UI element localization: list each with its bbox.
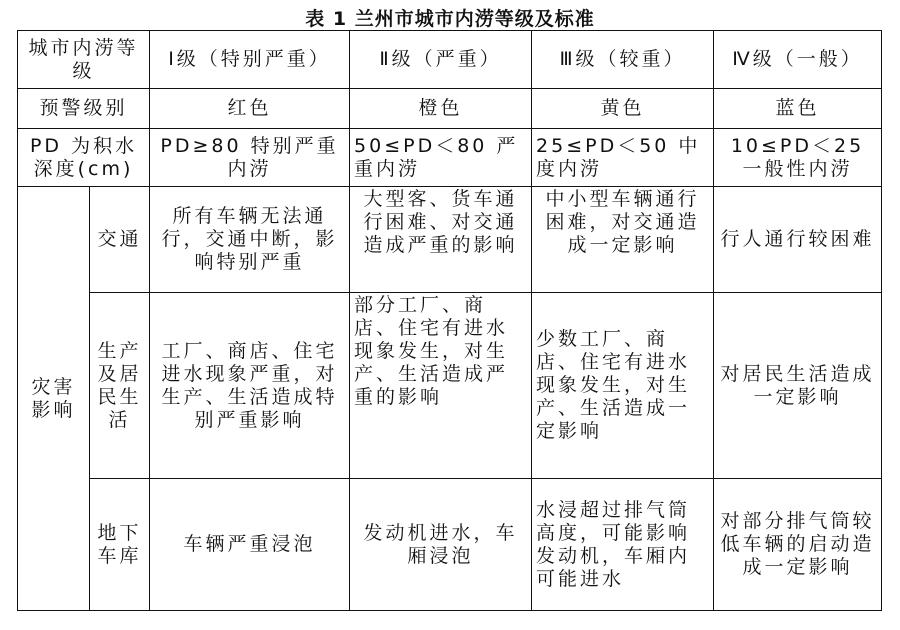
impact-garage-level-4: 对部分排气筒较低车辆的启动造成一定影响 [714, 479, 882, 611]
impact-label: 灾害影响 [18, 187, 90, 611]
impact-garage-level-3: 水浸超过排气筒高度，可能影响发动机，车厢内可能进水 [532, 479, 714, 611]
warning-yellow: 黄色 [532, 89, 714, 129]
waterlogging-standards-table [17, 30, 882, 611]
impact-category-garage: 地下车库 [90, 479, 150, 611]
warning-red: 红色 [150, 89, 350, 129]
depth-row [18, 129, 882, 187]
impact-garage-level-1: 车辆严重浸泡 [150, 479, 350, 611]
impact-row-garage [18, 479, 882, 611]
impact-category-production: 生产及居民生活 [90, 293, 150, 479]
impact-row-traffic [18, 187, 882, 293]
depth-level-1: PD≥80 特别严重内涝 [150, 129, 350, 187]
header-grade-label: 城市内涝等级 [18, 31, 150, 89]
warning-row [18, 89, 882, 129]
header-level-4: Ⅳ级（一般） [714, 31, 882, 89]
depth-level-4: 10≤PD＜25 一般性内涝 [714, 129, 882, 187]
table-title: 表 1 兰州市城市内涝等级及标准 [305, 8, 595, 30]
impact-traffic-level-4: 行人通行较困难 [714, 187, 882, 293]
impact-production-level-1: 工厂、商店、住宅进水现象严重，对生产、生活造成特别严重影响 [150, 293, 350, 479]
depth-level-3: 25≤PD＜50 中度内涝 [532, 129, 714, 187]
warning-orange: 橙色 [350, 89, 532, 129]
depth-level-2: 50≤PD＜80 严重内涝 [350, 129, 532, 187]
header-level-1: Ⅰ级（特别严重） [150, 31, 350, 89]
impact-production-level-4: 对居民生活造成一定影响 [714, 293, 882, 479]
header-level-2: Ⅱ级（严重） [350, 31, 532, 89]
warning-blue: 蓝色 [714, 89, 882, 129]
depth-label: PD 为积水深度(cm) [18, 129, 150, 187]
impact-production-level-3: 少数工厂、商店、住宅有进水现象发生，对生产、生活造成一定影响 [532, 293, 714, 479]
impact-production-level-2: 部分工厂、商店、住宅有进水现象发生，对生产、生活造成严重的影响 [350, 293, 532, 479]
impact-category-traffic: 交通 [90, 187, 150, 293]
header-row [18, 31, 882, 89]
impact-traffic-level-1: 所有车辆无法通行，交通中断，影响特别严重 [150, 187, 350, 293]
impact-garage-level-2: 发动机进水，车厢浸泡 [350, 479, 532, 611]
impact-traffic-level-3: 中小型车辆通行困难，对交通造成一定影响 [532, 187, 714, 293]
impact-row-production [18, 293, 882, 479]
impact-traffic-level-2: 大型客、货车通行困难、对交通造成严重的影响 [350, 187, 532, 293]
warning-label: 预警级别 [18, 89, 150, 129]
header-level-3: Ⅲ级（较重） [532, 31, 714, 89]
